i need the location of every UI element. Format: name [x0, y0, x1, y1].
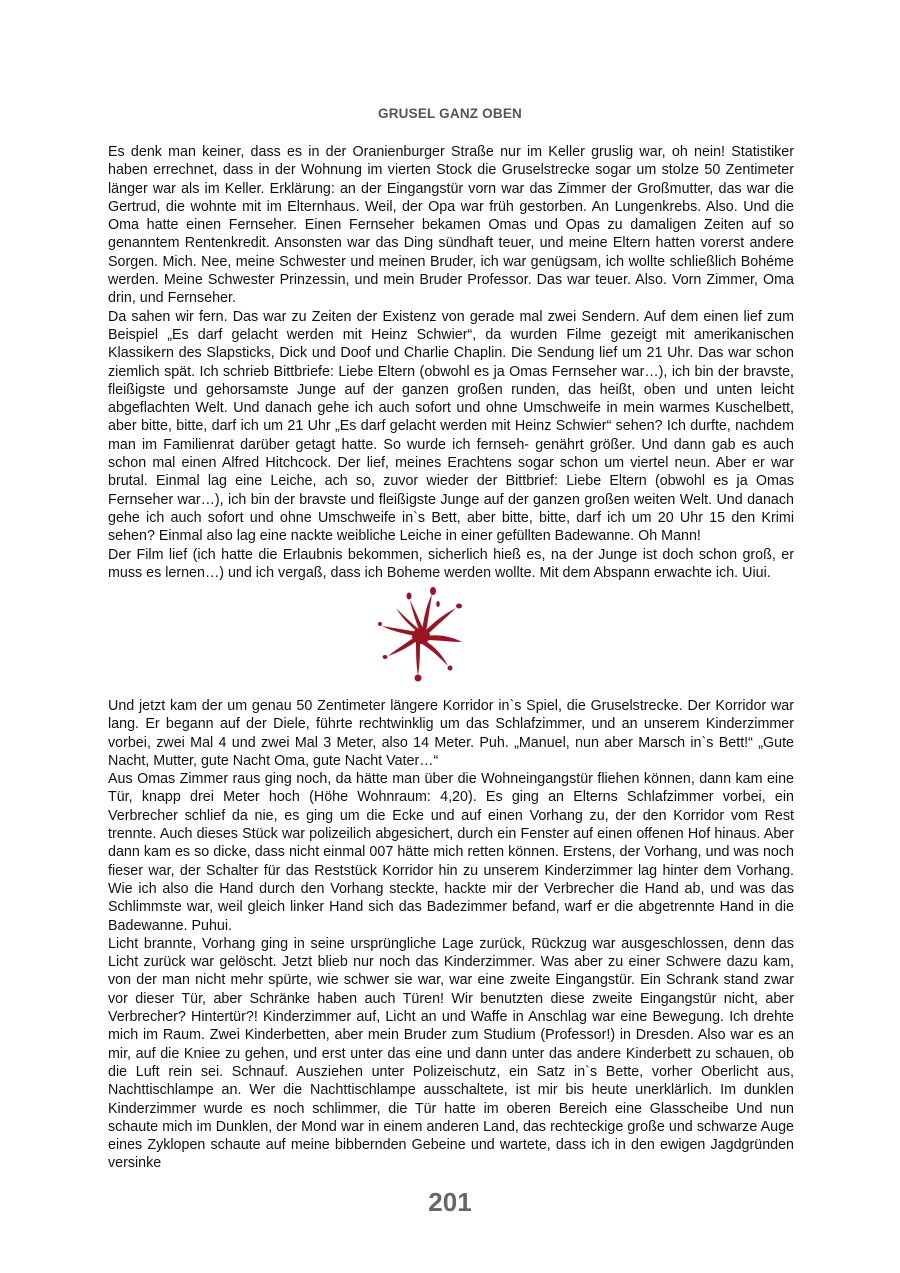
text-section-top — [108, 143, 794, 582]
paragraph: Der Film lief (ich hatte die Erlaubnis bekommen, sicherlich hieß es, na der Junge ist doch schon groß, er muss es lernen…) und ich vergaß, dass ich Boheme werden wollte. Mit dem Abspann erwachte ich. Uiui. — [108, 546, 794, 581]
paragraph: Licht brannte, Vorhang ging in seine ursprüngliche Lage zurück, Rückzug war ausgeschlossen, denn das Licht zurück war gelöscht. Jetzt blieb nur noch das Kinderzimmer. Was aber zu einer Schwere dazu kam, von der man nicht mehr spürte, wie schwer sie war, war eine zweite Eingangstür. Ein Schrank stand zwar vor dieser Tür, aber Schränke haben auch Türen! Wir benutzten diese zweite Eingangstür nicht, aber Verbrecher? Hintertür?! Kinderzimmer auf, Licht an und Waffe in Anschlag war eine Bewegung. Ich drehte mich im Raum. Zwei Kinderbetten, aber mein Bruder zum Studium (Professor!) in Dresden. Also war es an mir, auf die Kniee zu gehen, und erst unter das eine und dann unter das andere Kinderbett zu schauen, ob die Luft rein sei. Schnauf. Ausziehen unter Polizeischutz, ein Satz in`s Bette, vorher Oberlicht aus, Nachttischlampe an. Wer die Nachttischlampe ausschaltete, ist mir bis heute unerklärlich. Im dunklen Kinderzimmer wurde es noch schlimmer, die Tür hatte im oberen Bereich eine Glasscheibe Und nun schaute mich im Dunklen, der Mond war in einem anderen Land, das rechteckige große und schwarze Auge eines Zyklopen schaute auf meine bibbernden Gebeine und wartete, dass ich in den ewigen Jagdgründen versinke — [108, 935, 794, 1172]
blood-splatter-icon — [376, 586, 466, 682]
paragraph: Da sahen wir fern. Das war zu Zeiten der Existenz von gerade mal zwei Sendern. Auf dem einen lief zum Beispiel „Es darf gelacht werden mit Heinz Schwier“, da wurden Filme gezeigt mit amerikanischen Klassikern des Slapsticks, Dick und Doof und Charlie Chaplin. Die Sendung lief um 21 Uhr. Das war schon ziemlich spät. Ich schrieb Bittbriefe: Liebe Eltern (obwohl es ja Omas Fernseher war…), ich bin der bravste, fleißigste und gehorsamste Junge auf der ganzen großen runden, das heißt, oben und unten leicht abgeflachten Welt. Und danach gehe ich auch sofort und ohne Umschweife in mein warmes Kuschelbett, aber bitte, bitte, darf ich um 21 Uhr „Es darf gelacht werden mit Heinz Schwier“ sehen? Ich durfte, nachdem man im Familienrat darüber getagt hatte. So wurde ich fernseh- genährt größer. Und dann gab es auch schon mal einen Alfred Hitchcock. Der lief, meines Erachtens sogar schon um viertel neun. Aber er war brutal. Einmal lag eine Leiche, ach so, zuvor wieder der Bittbrief: Liebe Eltern (obwohl es ja Omas Fernseher war…), ich bin der bravste und fleißigste Junge auf der ganzen großen weiten Welt. Und danach gehe ich auch sofort und ohne Umschweife in`s Bett, aber bitte, bitte, darf ich um 20 Uhr 15 den Krimi sehen? Einmal also lag eine nackte weibliche Leiche in einer gefüllten Badewanne. Oh Mann! — [108, 308, 794, 545]
text-section-bottom — [108, 697, 794, 1173]
paragraph: Es denk man keiner, dass es in der Oranienburger Straße nur im Keller gruslig war, oh nein! Statistiker haben errechnet, dass in der Wohnung im vierten Stock die Gruselstrecke sogar um stolze 50 Zentimeter länger war als im Keller. Erklärung: an der Eingangstür vorn war das Zimmer der Großmutter, das war die Gertrud, die wohnte mit im Elternhaus. Weil, der Opa war früh gestorben. An Lungenkrebs. Also. Und die Oma hatte einen Fernseher. Einen Fernseher bekamen Omas und Opas zu damaligen Zeiten auf so genanntem Rentenkredit. Ansonsten war das Ding sündhaft teuer, und meine Eltern hatten vorerst andere Sorgen. Mich. Nee, meine Schwester und meinen Bruder, ich war genügsam, ich wollte schließlich Bohéme werden. Meine Schwester Prinzessin, und mein Bruder Professor. Das war teuer. Also. Vorn Zimmer, Oma drin, und Fernseher. — [108, 144, 794, 307]
page-number: 201 — [428, 1187, 472, 1217]
paragraph: Aus Omas Zimmer raus ging noch, da hätte man über die Wohneingangstür fliehen können, dann kam eine Tür, knapp drei Meter hoch (Höhe Wohnraum: 4,20). Es ging an Elterns Schlafzimmer vorbei, ein Verbrecher schlief da nie, es ging um die Ecke und auf einen Vorhang zu, der den Korridor vom Rest trennte. Auch dieses Stück war polizeilich abgesichert, durch ein Fenster auf einen offenen Hof hinaus. Aber dann kam es so dicke, dass nicht einmal 007 hätte mich retten können. Erstens, der Vorhang, und was noch fieser war, der Schalter für das Reststück Korridor hin zu unserem Kinderzimmer lag hinter dem Vorhang. Wie ich also die Hand durch den Vorhang steckte, hackte mir der Verbrecher die Hand ab, und was das Schlimmste war, weil gleich linker Hand sich das Badezimmer befand, warf er die abgetrennte Hand in die Badewanne. Puhui. — [108, 771, 794, 934]
page-title: GRUSEL GANZ OBEN — [378, 106, 522, 121]
paragraph: Und jetzt kam der um genau 50 Zentimeter längere Korridor in`s Spiel, die Gruselstrecke. Der Korridor war lang. Er begann auf der Diele, führte rechtwinklig um das Schlafzimmer, und an unserem Kinderzimmer vorbei, zwei Mal 4 und zwei Mal 3 Meter, also 14 Meter. Puh. „Manuel, nun aber Marsch in`s Bett!“ „Gute Nacht, Mutter, gute Nacht Oma, gute Nacht Vater…“ — [108, 698, 794, 769]
